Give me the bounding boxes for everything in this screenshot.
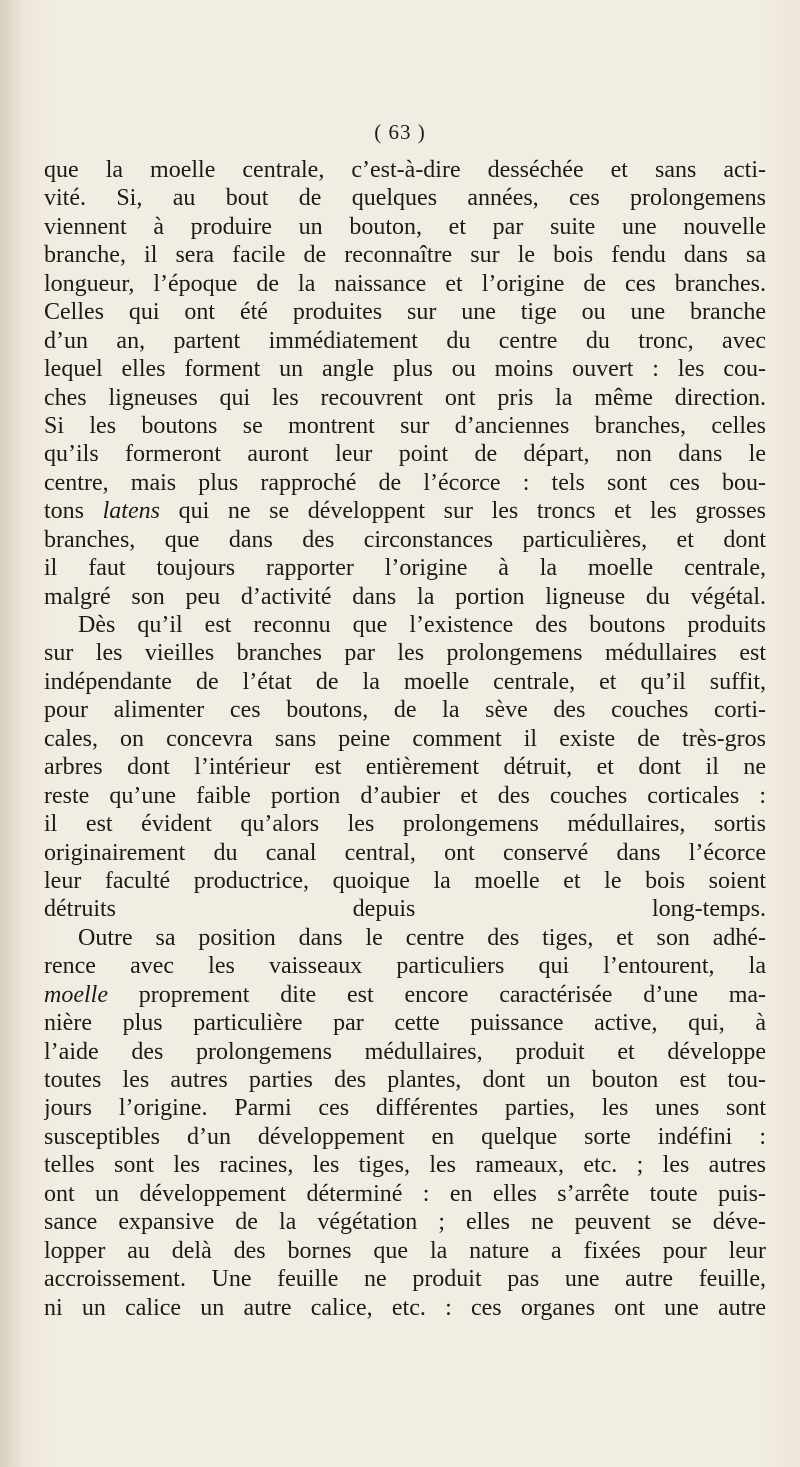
text-line: ont un développement déterminé : en elles s’arrête toute puis- bbox=[44, 1180, 766, 1207]
text-line: reste qu’une faible portion d’aubier et des couches corticales : bbox=[44, 782, 766, 809]
text-line: branches, que dans des circonstances particulières, et dont bbox=[44, 526, 766, 553]
text-line: il faut toujours rapporter l’origine à la moelle centrale, bbox=[44, 555, 766, 582]
text-line: qu’ils formeront auront leur point de départ, non dans le bbox=[44, 441, 766, 468]
text-line: telles sont les racines, les tiges, les rameaux, etc. ; les autres bbox=[44, 1152, 766, 1179]
italic-word: moelle bbox=[44, 981, 108, 1008]
text-line: jours l’origine. Parmi ces différentes parties, les unes sont bbox=[44, 1095, 766, 1122]
text-line: originairement du canal central, ont conservé dans l’écorce bbox=[44, 839, 766, 866]
text-line: Dès qu’il est reconnu que l’existence des boutons produits bbox=[78, 612, 766, 638]
text-line: tons latens qui ne se développent sur les troncs et les grosses bbox=[44, 498, 766, 525]
text-line: d’un an, partent immédiatement du centre du tronc, avec bbox=[44, 327, 766, 354]
text-line: cales, on concevra sans peine comment il existe de très-gros bbox=[44, 725, 766, 752]
page-gutter-shadow bbox=[0, 0, 22, 1467]
text-line: Outre sa position dans le centre des tiges, et son adhé- bbox=[78, 924, 766, 951]
text-line: l’aide des prolongemens médullaires, produit et développe bbox=[44, 1038, 766, 1065]
text-line: Celles qui ont été produites sur une tige ou une branche bbox=[44, 299, 766, 326]
text-line: moelle proprement dite est encore caractérisée d’une ma- bbox=[44, 981, 766, 1008]
text-line: susceptibles d’un développement en quelque sorte indéfini : bbox=[44, 1123, 766, 1150]
text-line: sance expansive de la végétation ; elles ne peuvent se déve- bbox=[44, 1209, 766, 1236]
body-text bbox=[44, 156, 766, 1322]
text-line: longueur, l’époque de la naissance et l’origine de ces branches. bbox=[44, 270, 766, 297]
text-line: nière plus particulière par cette puissance active, qui, à bbox=[44, 1010, 766, 1037]
text-line: sur les vieilles branches par les prolongemens médullaires est bbox=[44, 640, 766, 667]
text-line: centre, mais plus rapproché de l’écorce : tels sont ces bou- bbox=[44, 469, 766, 496]
text-line: vité. Si, au bout de quelques années, ces prolongemens bbox=[44, 185, 766, 212]
text-line: pour alimenter ces boutons, de la sève des couches corti- bbox=[44, 697, 766, 724]
text-line: que la moelle centrale, c’est-à-dire desséchée et sans acti- bbox=[44, 157, 766, 183]
text-line: branche, il sera facile de reconnaître sur le bois fendu dans sa bbox=[44, 242, 766, 269]
text-line: viennent à produire un bouton, et par suite une nouvelle bbox=[44, 213, 766, 240]
text-line: lequel elles forment un angle plus ou moins ouvert : les cou- bbox=[44, 356, 766, 383]
page-number: ( 63 ) bbox=[374, 120, 426, 144]
text-line: indépendante de l’état de la moelle centrale, et qu’il suffit, bbox=[44, 668, 766, 695]
text-line: il est évident qu’alors les prolongemens médullaires, sortis bbox=[44, 811, 766, 838]
text-line: rence avec les vaisseaux particuliers qui l’entourent, la bbox=[44, 953, 766, 980]
text-line: ches ligneuses qui les recouvrent ont pris la même direction. bbox=[44, 384, 766, 411]
text-line: malgré son peu d’activité dans la portion ligneuse du végétal. bbox=[44, 583, 766, 610]
text-line: Si les boutons se montrent sur d’anciennes branches, celles bbox=[44, 412, 766, 439]
italic-word: latens bbox=[102, 498, 160, 525]
text-line: toutes les autres parties des plantes, dont un bouton est tou- bbox=[44, 1067, 766, 1093]
text-line: leur faculté productrice, quoique la moelle et le bois soient bbox=[44, 867, 766, 894]
text-line: arbres dont l’intérieur est entièrement détruit, et dont il ne bbox=[44, 754, 766, 781]
text-line: ni un calice un autre calice, etc. : ces organes ont une autre bbox=[44, 1294, 766, 1321]
text-line: lopper au delà des bornes que la nature a fixées pour leur bbox=[44, 1237, 766, 1264]
text-line: accroissement. Une feuille ne produit pas une autre feuille, bbox=[44, 1266, 766, 1293]
text-line: détruits depuis long-temps. bbox=[44, 896, 766, 923]
